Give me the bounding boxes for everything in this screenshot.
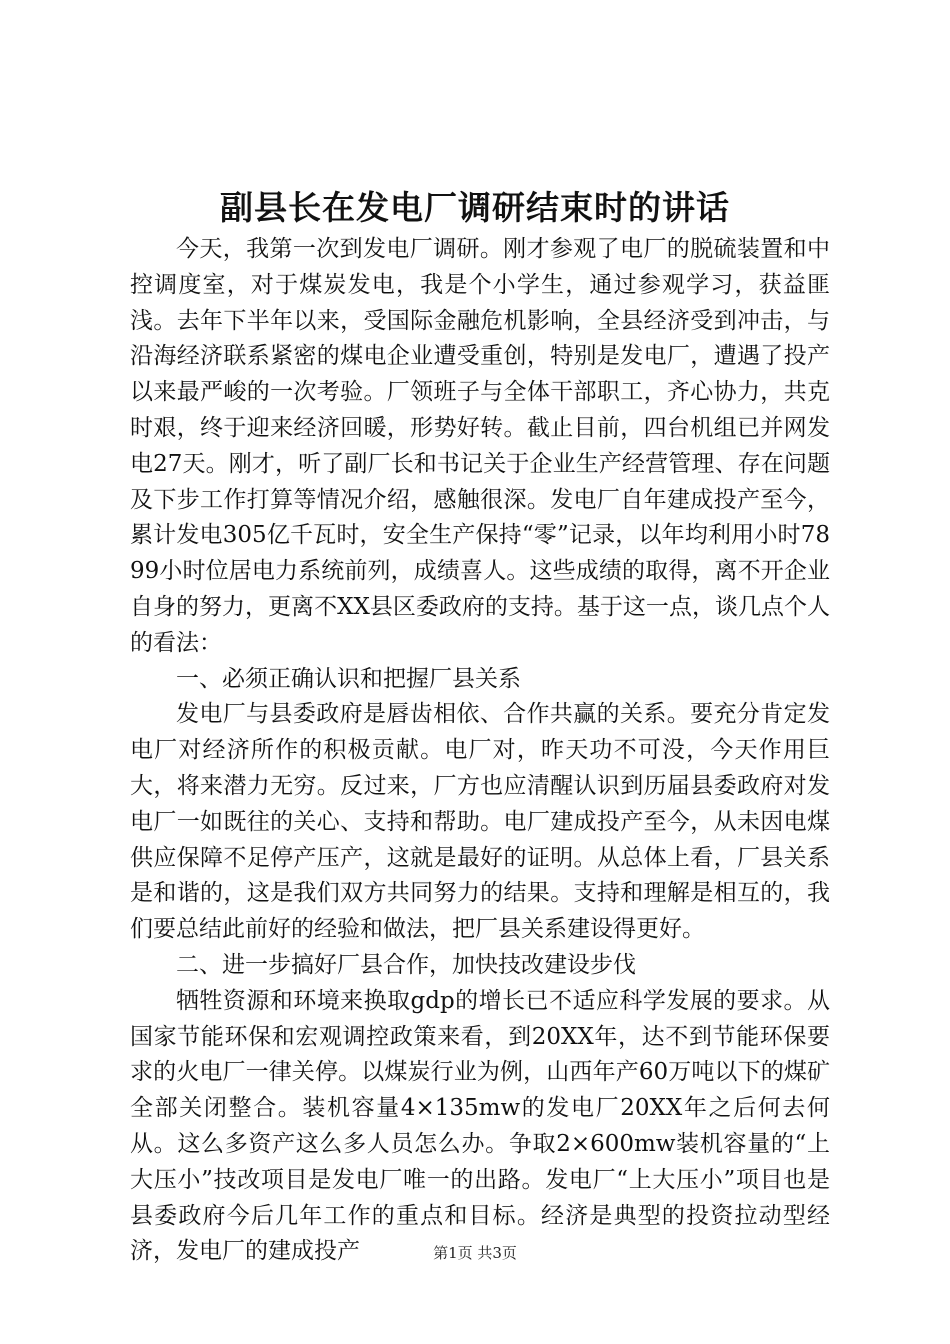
page-footer: 第1页 共3页 (433, 1244, 517, 1262)
document-body (130, 232, 830, 1270)
paragraph-section-1: 发电厂与县委政府是唇齿相依、合作共赢的关系。要充分肯定发电厂对经济所作的积极贡献。电厂对，昨天功不可没，今天作用巨大，将来潜力无穷。反过来，厂方也应清醒认识到历届县委政府对发电厂一如既往的关心、支持和帮助。电厂建成投产至今，从未因电煤供应保障不足停产压产，这就是最好的证明。从总体上看，厂县关系是和谐的，这是我们双方共同努力的结果。支持和理解是相互的，我们要总结此前好的经验和做法，把厂县关系建设得更好。 (130, 701, 830, 943)
paragraph-section-2: 牺牲资源和环境来换取gdp的增长已不适应科学发展的要求。从国家节能环保和宏观调控政策来看，到20XX年，达不到节能环保要求的火电厂一律关停。以煤炭行业为例，山西年产60万吨以下的煤矿全部关闭整合。装机容量4×135mw的发电厂20XX年之后何去何从。这么多资产这么多人员怎么办。争取2×600mw装机容量的“上大压小”技改项目是发电厂唯一的出路。发电厂“上大压小”项目也是县委政府今后几年工作的重点和目标。经济是典型的投资拉动型经济，发电厂的建成投产 (130, 987, 830, 1265)
section-heading-2: 二、进一步搞好厂县合作，加快技改建设步伐 (176, 951, 636, 978)
section-heading-1: 一、必须正确认识和把握厂县关系 (176, 665, 521, 692)
paragraph-intro: 今天，我第一次到发电厂调研。刚才参观了电厂的脱硫装置和中控调度室，对于煤炭发电，我是个小学生，通过参观学习，获益匪浅。去年下半年以来，受国际金融危机影响，全县经济受到冲击，与沿海经济联系紧密的煤电企业遭受重创，特别是发电厂，遭遇了投产以来最严峻的一次考验。厂领班子与全体干部职工，齐心协力，共克时艰，终于迎来经济回暖，形势好转。截止目前，四台机组已并网发电27天。刚才，听了副厂长和书记关于企业生产经营管理、存在问题及下步工作打算等情况介绍，感触很深。发电厂自年建成投产至今，累计发电305亿千瓦时，安全生产保持“零”记录，以年均利用小时7899小时位居电力系统前列，成绩喜人。这些成绩的取得，离不开企业自身的努力，更离不XX县区委政府的支持。基于这一点，谈几点个人的看法： (130, 236, 830, 656)
page-title: 副县长在发电厂调研结束时的讲话 (220, 188, 730, 227)
